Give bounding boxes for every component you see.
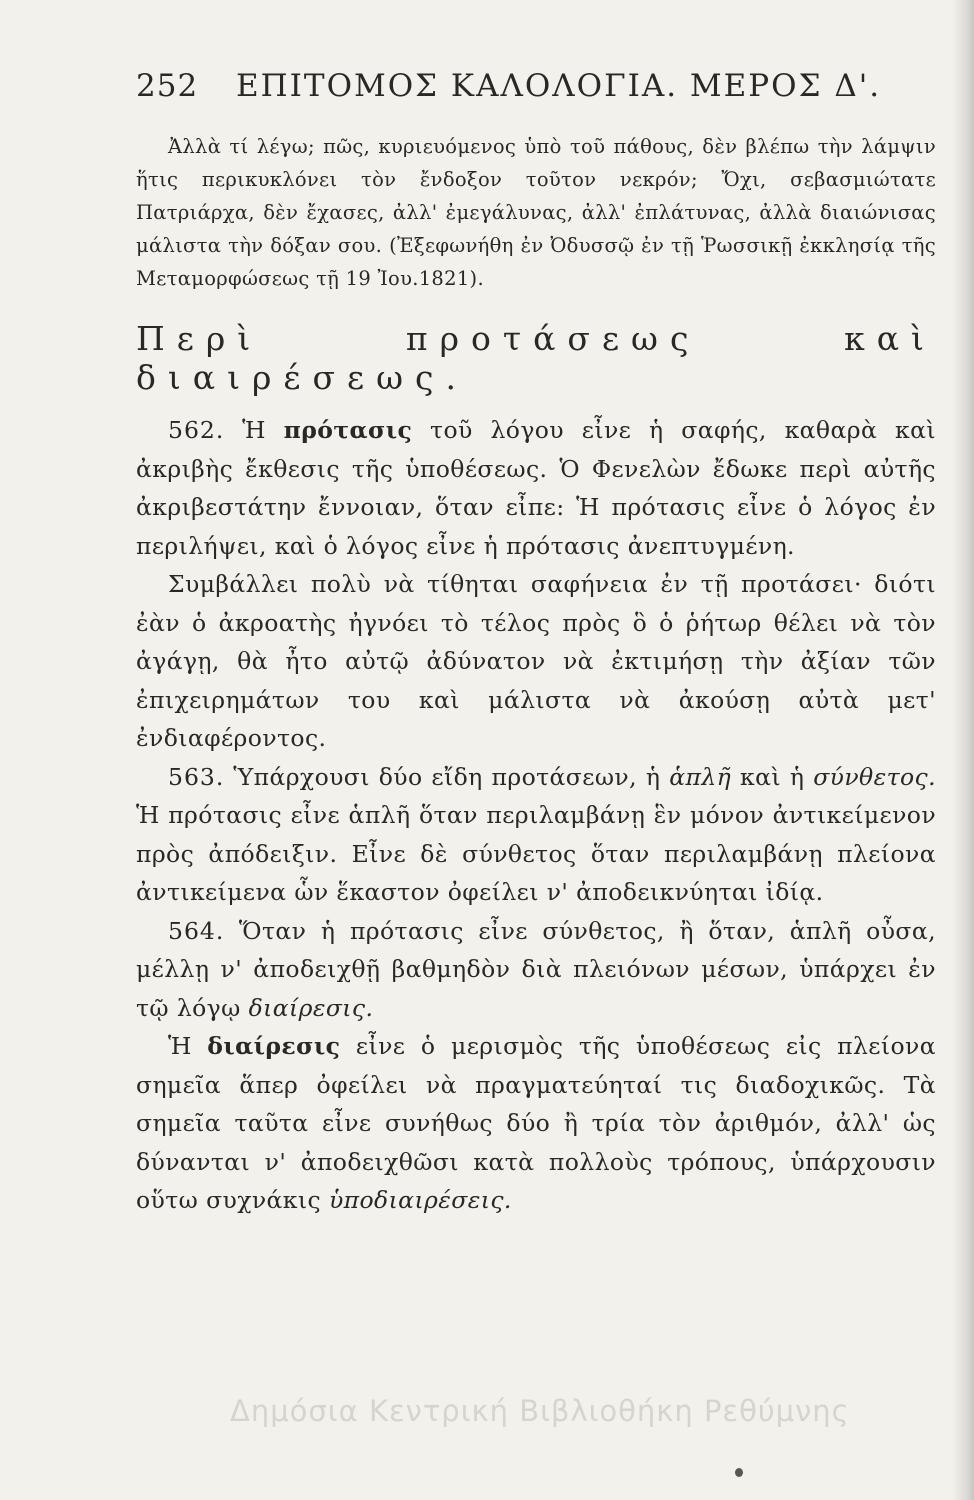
paragraph-number: 564. bbox=[168, 916, 225, 945]
paragraph-number: 563. bbox=[168, 762, 225, 791]
section-heading: Περὶ προτάσεως καὶ διαιρέσεως. bbox=[136, 319, 936, 397]
paragraph-text: Ἡ πρότασις εἶνε ἁπλῆ ὅταν περιλαμβάνῃ ἓν μόνον ἀντικείμενον πρὸς ἀπόδειξιν. Εἶνε δὲ σύνθετος ὅταν περιλαμβάνῃ πλείονα ἀντικείμενα ὧν ἕκαστον ὀφείλει ν' ἀποδεικνύηται ἰδίᾳ. bbox=[136, 801, 936, 906]
quote-paragraph: Ἀλλὰ τί λέγω; πῶς, κυριευόμενος ὑπὸ τοῦ πάθους, δὲν βλέπω τὴν λάμψιν ἥτις περικυκλόνει τὸν ἔνδοξον τοῦτον νεκρόν; Ὄχι, σεβασμιώτατε Πατριάρχα, δὲν ἔχασες, ἀλλ' ἐμεγάλυνας, ἀλλ' ἐπλάτυνας, ἀλλὰ διαιώνισας μάλιστα τὴν δόξαν σου. (Ἐξεφωνήθη ἐν Ὀδυσσῷ ἐν τῇ Ῥωσσικῇ ἐκκλησίᾳ τῆς Μεταμορφώσεως τῇ 19 Ἰου.1821). bbox=[136, 135, 936, 290]
ink-speck bbox=[735, 1468, 743, 1477]
bold-term: πρότασις bbox=[283, 416, 413, 444]
paragraph-lead: Ἡ bbox=[168, 1032, 192, 1060]
page-content bbox=[136, 68, 936, 1220]
page-edge-shadow bbox=[952, 0, 974, 1500]
page-number: 252 bbox=[136, 68, 199, 104]
italic-term: διαίρεσις. bbox=[248, 993, 374, 1022]
running-title: ΕΠΙΤΟΜΟΣ ΚΑΛΟΛΟΓΙΑ. ΜΕΡΟΣ Δ'. bbox=[236, 68, 882, 104]
paragraph-564 bbox=[136, 912, 936, 1028]
paragraph-562 bbox=[136, 411, 936, 565]
bold-term: διαίρεσις bbox=[207, 1032, 341, 1060]
italic-term: ἁπλῆ bbox=[669, 762, 732, 791]
paragraph-562-continued: Συμβάλλει πολὺ νὰ τίθηται σαφήνεια ἐν τῇ προτάσει· διότι ἐὰν ὁ ἀκροατὴς ἠγνόει τὸ τέλος πρὸς ὃ ὁ ῥήτωρ θέλει νὰ τὸν ἀγάγῃ, θὰ ἦτο αὐτῷ ἀδύνατον νὰ ἐκτιμήσῃ τὴν ἀξίαν τῶν ἐπιχειρημάτων του καὶ μάλιστα νὰ ἀκούσῃ αὐτὰ μετ' ἐνδιαφέροντος. bbox=[136, 570, 936, 752]
italic-term: ὑποδιαιρέσεις. bbox=[328, 1186, 512, 1214]
running-header bbox=[136, 68, 936, 116]
paragraph-text: τοῦ λόγου εἶνε ἡ σαφής, καθαρὰ καὶ ἀκριβὴς ἔκθεσις τῆς ὑποθέσεως. Ὁ Φενελὼν ἔδωκε περὶ αὐτῆς ἀκριβεστάτην ἔννοιαν, ὅταν εἶπε: Ἡ πρότασις εἶνε ὁ λόγος ἐν περιλήψει, καὶ ὁ λόγος εἶνε ἡ πρότασις ἀνεπτυγμένη. bbox=[136, 416, 936, 560]
paragraph-text: εἶνε ὁ μερισμὸς τῆς ὑποθέσεως εἰς πλείονα σημεῖα ἅπερ ὀφείλει νὰ πραγματεύηταί τις διαδοχικῶς. Τὰ σημεῖα ταῦτα εἶνε συνήθως δύο ἢ τρία τὸν ἀριθμόν, ἀλλ' ὡς δύνανται ν' ἀποδειχθῶσι κατὰ πολλοὺς τρόπους, ὑπάρχουσιν οὕτω συχνάκις bbox=[136, 1032, 936, 1214]
paragraph-text: Ὑπάρχουσι δύο εἴδη προτάσεων, ἡ bbox=[233, 762, 661, 791]
paragraph-text: Ὅταν ἡ πρότασις εἶνε σύνθετος, ἢ ὅταν, ἁπλῆ οὖσα, μέλλῃ ν' ἀποδειχθῇ βαθμηδὸν διὰ πλειόνων μέσων, ὑπάρχει ἐν τῷ λόγῳ bbox=[136, 916, 936, 1022]
paragraph-564-continued bbox=[136, 1027, 936, 1220]
paragraph-563 bbox=[136, 758, 936, 912]
paragraph-lead: Ἡ bbox=[242, 416, 266, 444]
paragraph-text: καὶ ἡ bbox=[739, 762, 805, 791]
paragraph-number: 562. bbox=[168, 416, 225, 444]
italic-term: σύνθετος. bbox=[813, 762, 936, 791]
library-watermark: Δημόσια Κεντρική Βιβλιοθήκη Ρεθύμνης bbox=[230, 1394, 850, 1428]
